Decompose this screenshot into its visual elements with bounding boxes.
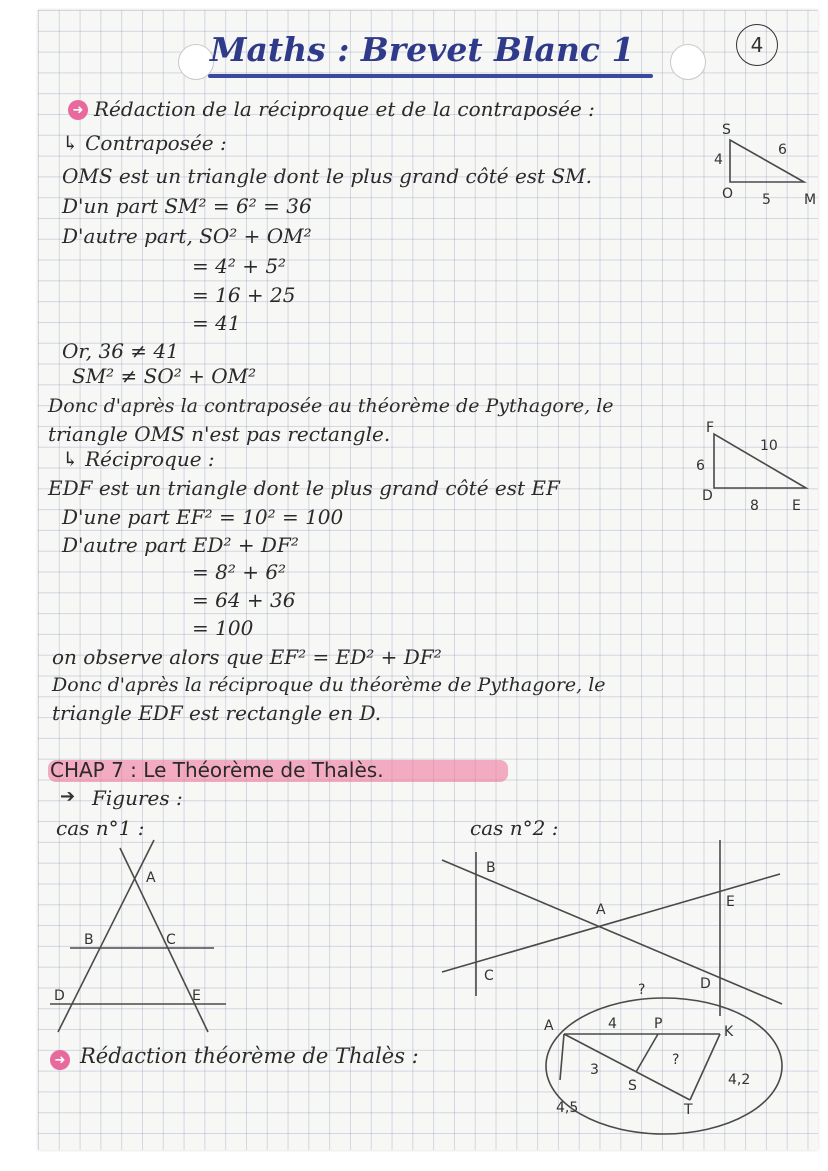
text-line: triangle EDF est rectangle en D. bbox=[52, 701, 382, 725]
point-label: E bbox=[726, 894, 735, 910]
point-label: K bbox=[724, 1024, 734, 1040]
secant-line bbox=[442, 874, 780, 972]
length-label: 4,5 bbox=[556, 1100, 579, 1116]
page-title: Maths : Brevet Blanc 1 bbox=[210, 30, 635, 69]
text-line: on observe alors que EF² = ED² + DF² bbox=[52, 645, 442, 669]
arrow-bullet-icon: ➜ bbox=[50, 1050, 70, 1070]
text-line: SM² ≠ SO² + OM² bbox=[72, 364, 257, 388]
circled-figure-outline bbox=[546, 998, 782, 1134]
point-label: T bbox=[684, 1102, 693, 1118]
segment-side bbox=[560, 1034, 564, 1080]
length-label: 3 bbox=[590, 1062, 599, 1078]
point-label: D bbox=[700, 976, 711, 992]
vertex-label: O bbox=[722, 186, 734, 202]
figures-label: Figures : bbox=[92, 786, 183, 810]
vertex-label: F bbox=[706, 420, 715, 436]
thales-redaction-figure bbox=[540, 982, 780, 1138]
point-label: S bbox=[628, 1078, 637, 1094]
text-line: = 100 bbox=[192, 616, 254, 640]
text-line: EDF est un triangle dont le plus grand côté est EF bbox=[48, 476, 560, 500]
point-label: D bbox=[54, 988, 65, 1004]
point-label: P bbox=[654, 1016, 663, 1032]
length-label: 4,2 bbox=[728, 1072, 751, 1088]
reciproque-label: ↳ Réciproque : bbox=[62, 447, 215, 471]
text-line: OMS est un triangle dont le plus grand côté est SM. bbox=[62, 164, 592, 188]
text-line: Or, 36 ≠ 41 bbox=[62, 339, 179, 363]
point-label: A bbox=[596, 902, 606, 918]
text-line: = 8² + 6² bbox=[192, 560, 287, 584]
cas2-label: cas n°2 : bbox=[470, 816, 559, 840]
contraposee-label: ↳ Contraposée : bbox=[62, 131, 227, 155]
text-line: triangle OMS n'est pas rectangle. bbox=[48, 422, 391, 446]
section-heading: Rédaction de la réciproque et de la contraposée : bbox=[94, 97, 595, 121]
text-line: D'un part SM² = 6² = 36 bbox=[62, 194, 312, 218]
segment-sp bbox=[636, 1034, 658, 1072]
text-line: = 16 + 25 bbox=[192, 283, 296, 307]
point-label: B bbox=[486, 860, 496, 876]
chapter-title: CHAP 7 : Le Théorème de Thalès. bbox=[50, 758, 384, 782]
punch-hole bbox=[670, 44, 706, 80]
vertex-label: E bbox=[792, 498, 801, 514]
point-label: A bbox=[544, 1018, 554, 1034]
text-line: = 4² + 5² bbox=[192, 254, 287, 278]
point-label: A bbox=[146, 870, 156, 886]
text-line: D'autre part, SO² + OM² bbox=[62, 224, 312, 248]
side-label: 8 bbox=[750, 498, 759, 514]
side-label: 4 bbox=[714, 152, 723, 168]
triangle-edf-figure bbox=[688, 420, 818, 520]
unknown-label: ? bbox=[672, 1052, 680, 1068]
cas1-label: cas n°1 : bbox=[56, 816, 145, 840]
thales-cas1-figure bbox=[50, 840, 250, 1040]
text-line: = 41 bbox=[192, 311, 241, 335]
point-label: B bbox=[84, 932, 94, 948]
vertex-label: D bbox=[702, 488, 713, 504]
point-label: C bbox=[166, 932, 176, 948]
text-line: D'une part EF² = 10² = 100 bbox=[62, 505, 344, 529]
triangle-shape bbox=[730, 140, 804, 182]
page-number: 4 bbox=[736, 24, 778, 66]
title-underline bbox=[208, 74, 653, 78]
text-line: Donc d'après la contraposée au théorème de Pythagore, le bbox=[48, 395, 614, 417]
text-line: D'autre part ED² + DF² bbox=[62, 533, 299, 557]
redaction-label: Rédaction théorème de Thalès : bbox=[80, 1044, 419, 1068]
length-label: 4 bbox=[608, 1016, 617, 1032]
arrow-icon: ➔ bbox=[60, 786, 76, 807]
unknown-label: ? bbox=[638, 982, 646, 998]
vertex-label: S bbox=[722, 122, 731, 138]
text-line: = 64 + 36 bbox=[192, 588, 296, 612]
segment-tk bbox=[690, 1034, 720, 1100]
point-label: C bbox=[484, 968, 494, 984]
arrow-bullet-icon: ➜ bbox=[68, 100, 88, 120]
text-line: Donc d'après la réciproque du théorème de Pythagore, le bbox=[52, 674, 606, 696]
side-label: 10 bbox=[760, 438, 778, 454]
point-label: E bbox=[192, 988, 201, 1004]
triangle-oms-figure bbox=[700, 120, 820, 210]
side-label: 6 bbox=[778, 142, 787, 158]
side-label: 6 bbox=[696, 458, 705, 474]
side-label: 5 bbox=[762, 192, 771, 208]
vertex-label: M bbox=[804, 192, 817, 208]
